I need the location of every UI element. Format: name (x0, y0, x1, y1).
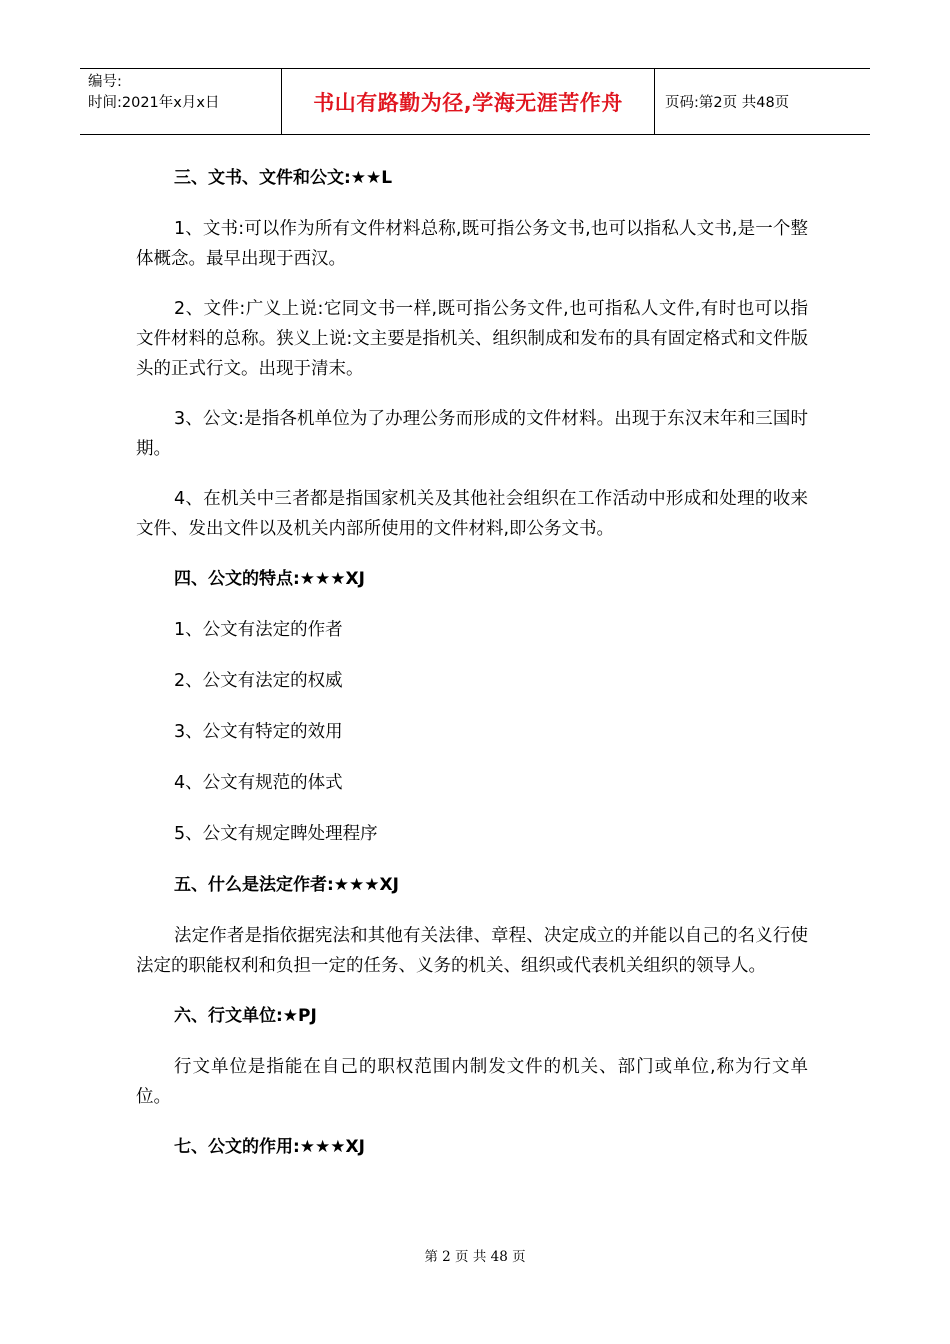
list-item: 2、公文有法定的权威 (174, 671, 343, 691)
header-meta (80, 69, 282, 134)
page-footer: 第 2 页 共 48 页 (424, 1249, 526, 1265)
paragraph: 2、文件:广义上说:它同文书一样,既可指公务文件,也可指私人文件,有时也可以指文件材料的总称。狭义上说:文主要是指机关、组织制成和发布的具有固定格式和文件版头的正式行文。出现于清末。 (136, 299, 808, 379)
paragraph: 法定作者是指依据宪法和其他有关法律、章程、决定成立的并能以自己的名义行使法定的职能权利和负担一定的任务、义务的机关、组织或代表机关组织的领导人。 (136, 926, 808, 976)
section-heading: 四、公文的特点:★★★XJ (174, 569, 365, 589)
section-heading: 六、行文单位:★PJ (174, 1006, 317, 1026)
document-body (136, 163, 808, 1162)
section-heading: 七、公文的作用:★★★XJ (174, 1137, 365, 1157)
time-label: 时间:2021年x月x日 (88, 95, 220, 111)
list-item: 5、公文有规定睥处理程序 (174, 824, 378, 844)
list-item: 3、公文有特定的效用 (174, 722, 343, 742)
list-item: 4、公文有规范的体式 (174, 773, 343, 793)
page-header (80, 68, 870, 135)
paragraph: 1、文书:可以作为所有文件材料总称,既可指公务文书,也可以指私人文书,是一个整体概念。最早出现于西汉。 (136, 219, 808, 269)
paragraph: 行文单位是指能在自己的职权范围内制发文件的机关、部门或单位,称为行文单位。 (136, 1057, 808, 1107)
list-item: 1、公文有法定的作者 (174, 620, 343, 640)
paragraph: 4、在机关中三者都是指国家机关及其他社会组织在工作活动中形成和处理的收来文件、发出文件以及机关内部所使用的文件材料,即公务文书。 (136, 489, 808, 539)
paragraph: 3、公文:是指各机单位为了办理公务而形成的文件材料。出现于东汉末年和三国时期。 (136, 409, 808, 459)
header-page-info: 页码:第2页 共48页 (665, 95, 790, 111)
header-motto: 书山有路勤为径,学海无涯苦作舟 (282, 69, 655, 134)
section-heading: 五、什么是法定作者:★★★XJ (174, 875, 399, 895)
section-heading: 三、文书、文件和公文:★★L (174, 168, 393, 188)
number-label: 编号: (88, 74, 122, 90)
